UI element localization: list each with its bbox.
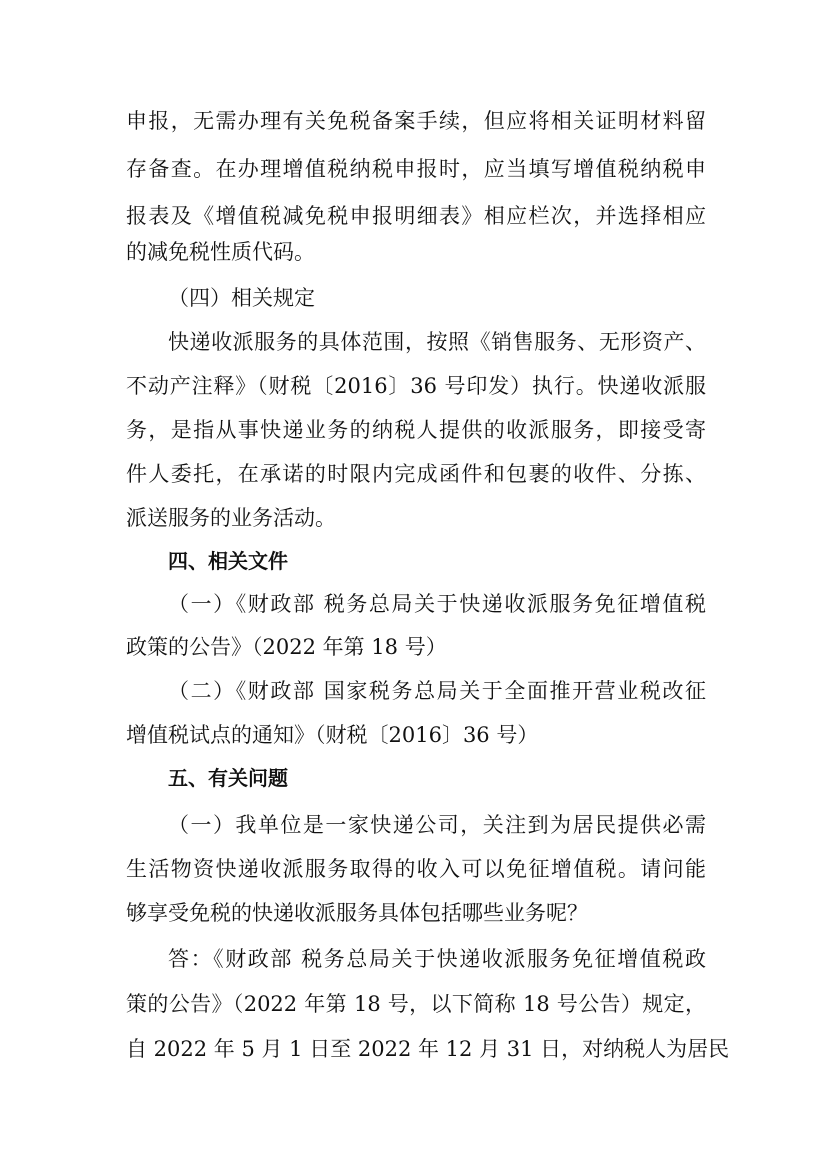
text-line: 快递收派服务的具体范围，按照《销售服务、无形资产、 — [168, 330, 706, 354]
text-line: 够享受免税的快递收派服务具体包括哪些业务呢？ — [126, 901, 588, 925]
text-line: 生活物资快递收派服务取得的收入可以免征增值税。请问能 — [126, 857, 706, 881]
text-line: 政策的公告》（2022 年第 18 号） — [126, 635, 447, 659]
text-line: （一）《财政部 税务总局关于快递收派服务免征增值税 — [168, 592, 706, 616]
text-line: 申报，无需办理有关免税备案手续，但应将相关证明材料留 — [126, 109, 706, 133]
text-line: 策的公告》（2022 年第 18 号，以下简称 18 号公告）规定， — [126, 992, 706, 1016]
text-line: 的减免税性质代码。 — [126, 240, 315, 264]
text-line: （一）我单位是一家快递公司，关注到为居民提供必需 — [168, 813, 706, 837]
text-line: （二）《财政部 国家税务总局关于全面推开营业税改征 — [168, 679, 706, 703]
text-line: 报表及《增值税减免税申报明细表》相应栏次，并选择相应 — [126, 204, 706, 228]
section-heading: 四、相关文件 — [168, 549, 288, 573]
text-line: 务，是指从事快递业务的纳税人提供的收派服务，即接受寄 — [126, 418, 706, 442]
text-line: 不动产注释》（财税〔2016〕36 号印发）执行。快递收派服 — [126, 374, 706, 398]
text-line: 答：《财政部 税务总局关于快递收派服务免征增值税政 — [168, 947, 706, 971]
text-line: 件人委托，在承诺的时限内完成函件和包裹的收件、分拣、 — [126, 462, 706, 486]
text-line: 存备查。在办理增值税纳税申报时，应当填写增值税纳税申 — [126, 157, 706, 181]
subheading: （四）相关规定 — [168, 286, 315, 310]
text-line: 增值税试点的通知》（财税〔2016〕36 号） — [126, 723, 539, 747]
text-line: 派送服务的业务活动。 — [126, 506, 336, 530]
text-line: 自 2022 年 5 月 1 日至 2022 年 12 月 31 日，对纳税人为居民 — [126, 1037, 730, 1061]
section-heading: 五、有关问题 — [168, 766, 288, 790]
